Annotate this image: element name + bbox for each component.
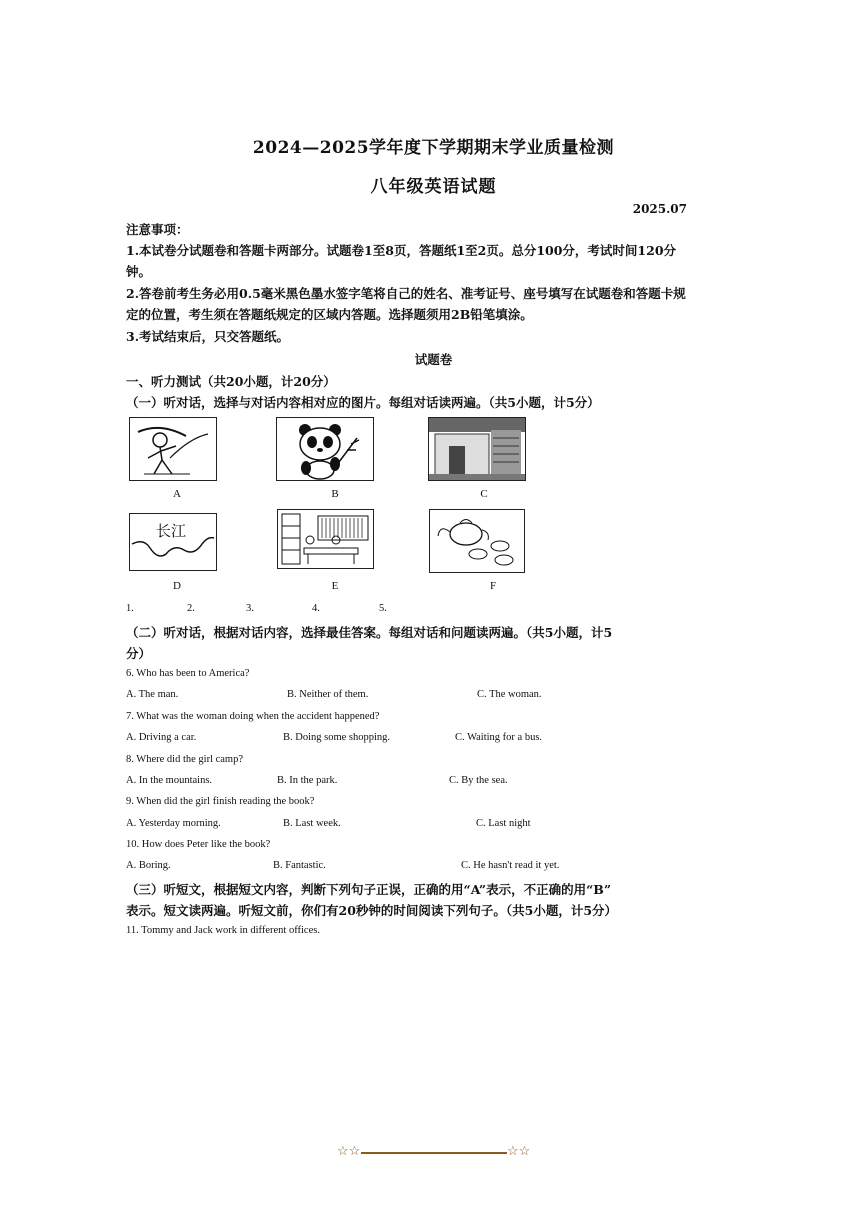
section1-part2-instruction: （二）听对话，根据对话内容，选择最佳答案。每组对话和问题读两遍。（共5小题，计5 xyxy=(126,625,613,640)
footer-left-stars: ☆☆ xyxy=(337,1144,361,1159)
exam-title: 2024—2025学年度下学期期末学业质量检测 xyxy=(252,138,615,158)
picture-c-label: C xyxy=(480,488,488,500)
question-10: 10. How does Peter like the book? xyxy=(126,839,271,850)
question-10-option-a: A. Boring. xyxy=(126,860,171,871)
notice-heading: 注意事项： xyxy=(126,222,189,237)
section1-part1-instruction: （一）听对话，选择与对话内容相对应的图片。每组对话读两遍。（共5小题，计5分） xyxy=(126,395,600,410)
section1-heading: 一、听力测试（共20小题，计20分） xyxy=(126,374,336,389)
question-8-option-b: B. In the park. xyxy=(277,775,338,786)
panda-picture xyxy=(277,418,373,480)
picture-a xyxy=(129,417,217,481)
notice-item-3: 3.考试结束后，只交答题纸。 xyxy=(126,329,290,344)
picture-b-label: B xyxy=(331,488,339,500)
question-7-option-b: B. Doing some shopping. xyxy=(283,732,391,743)
question-9-option-b: B. Last week. xyxy=(283,818,341,829)
teapot-cups-picture xyxy=(430,510,524,572)
question-6-option-a: A. The man. xyxy=(126,689,179,700)
question-6-option-b: B. Neither of them. xyxy=(287,689,369,700)
paper-label: 试题卷 xyxy=(414,352,453,367)
notice-item-1: 1.本试卷分试题卷和答题卡两部分。试题卷1至8页，答题纸1至2页。总分100分，考试时间120分钟。 xyxy=(126,243,677,279)
question-6-option-c: C. The woman. xyxy=(477,689,542,700)
footer-decoration xyxy=(337,1146,530,1160)
picture-f xyxy=(429,509,525,573)
footer-line xyxy=(361,1152,507,1154)
picture-b xyxy=(276,417,374,481)
changjiang-map-picture xyxy=(130,514,216,570)
answer-blank-3: 3. xyxy=(246,603,254,614)
section1-part3-instruction: （三）听短文，根据短文内容，判断下列句子正误，正确的用“A”表示，不正确的用“B” xyxy=(126,882,612,897)
question-7-option-a: A. Driving a car. xyxy=(126,732,197,743)
exam-date: 2025.07 xyxy=(632,202,687,216)
changjiang-map-text: 长江 xyxy=(156,522,187,540)
question-9: 9. When did the girl finish reading the book? xyxy=(126,796,315,807)
picture-a-label: A xyxy=(173,488,181,500)
question-8-option-a: A. In the mountains. xyxy=(126,775,213,786)
exam-subtitle: 八年级英语试题 xyxy=(370,177,497,197)
question-8-option-c: C. By the sea. xyxy=(449,775,508,786)
question-11: 11. Tommy and Jack work in different offices. xyxy=(126,925,320,936)
answer-blank-5: 5. xyxy=(379,603,387,614)
picture-c xyxy=(428,417,526,481)
question-9-option-c: C. Last night xyxy=(476,818,531,829)
library-reading-picture xyxy=(278,510,373,568)
picture-e xyxy=(277,509,374,569)
picture-f-label: F xyxy=(489,580,497,592)
picture-d-label: D xyxy=(173,580,181,592)
question-6: 6. Who has been to America? xyxy=(126,668,250,679)
answer-blank-2: 2. xyxy=(187,603,195,614)
monkey-king-picture xyxy=(130,418,216,480)
question-7-option-c: C. Waiting for a bus. xyxy=(455,732,543,743)
question-10-option-c: C. He hasn't read it yet. xyxy=(461,860,560,871)
section1-part2-instruction-cont: 分） xyxy=(126,646,152,661)
answer-blank-4: 4. xyxy=(312,603,320,614)
footer-right-stars: ☆☆ xyxy=(507,1144,531,1159)
building-picture xyxy=(429,418,525,480)
question-7: 7. What was the woman doing when the accident happened? xyxy=(126,711,380,722)
answer-blank-1: 1. xyxy=(126,603,134,614)
picture-e-label: E xyxy=(331,580,339,592)
picture-d xyxy=(129,513,217,571)
notice-item-2: 2.答卷前考生务必用0.5毫米黑色墨水签字笔将自己的姓名、准考证号、座号填写在试题卷和答题卡规定的位置，考生须在答题纸规定的区域内答题。选择题须用2B铅笔填涂。 xyxy=(126,286,686,322)
question-8: 8. Where did the girl camp? xyxy=(126,754,244,765)
question-9-option-a: A. Yesterday morning. xyxy=(126,818,221,829)
question-10-option-b: B. Fantastic. xyxy=(273,860,326,871)
section1-part3-instruction-cont: 表示。短文读两遍。听短文前，你们有20秒钟的时间阅读下列句子。（共5小题，计5分） xyxy=(126,903,618,918)
